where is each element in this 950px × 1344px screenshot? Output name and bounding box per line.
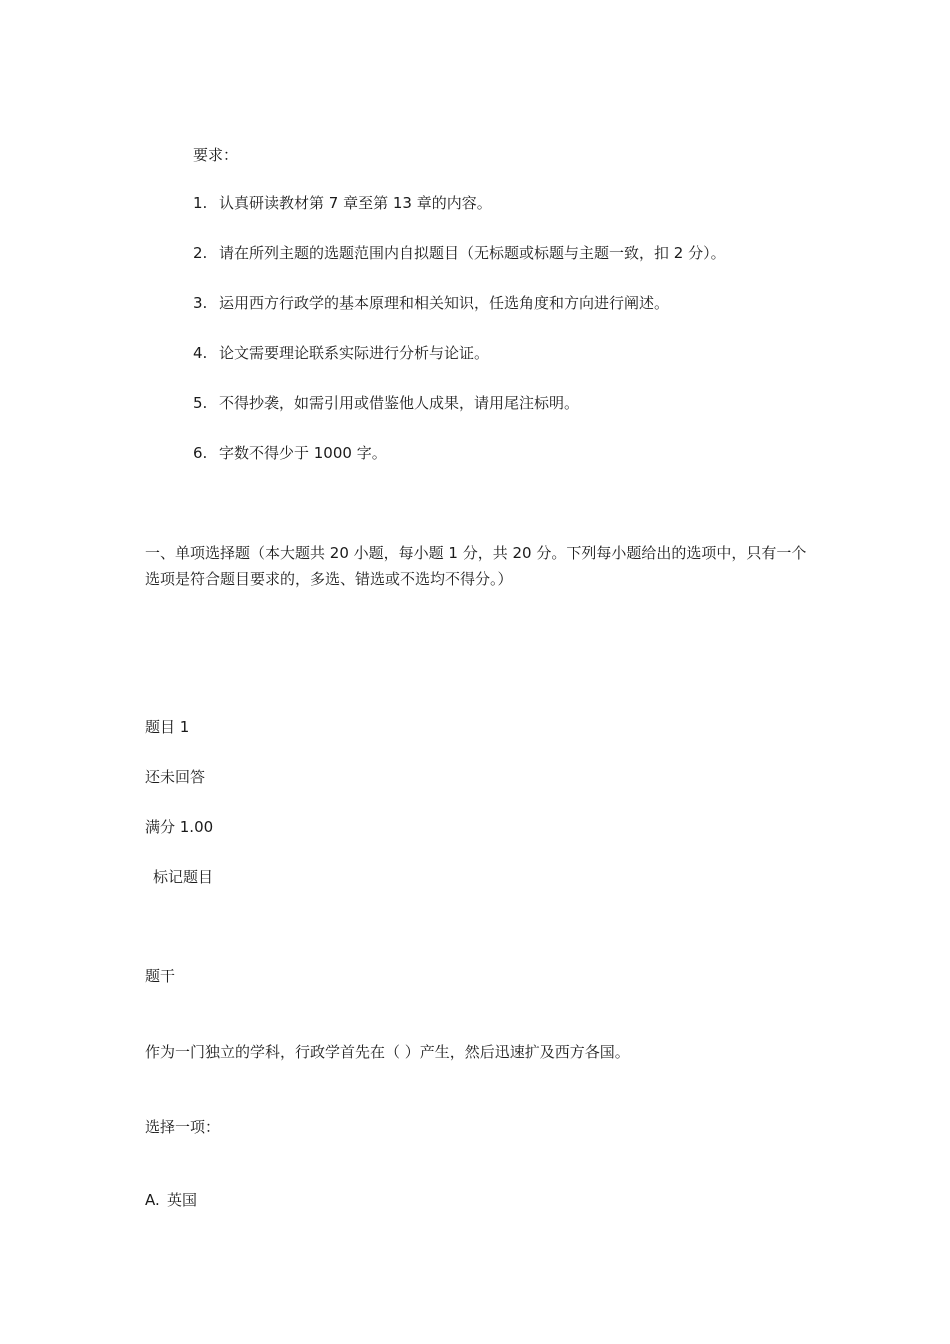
requirement-text: 论文需要理论联系实际进行分析与论证。 — [219, 344, 490, 362]
requirement-item — [193, 292, 669, 314]
requirement-number: 6. — [193, 444, 208, 462]
requirement-text: 认真研读教材第 7 章至第 13 章的内容。 — [219, 194, 492, 212]
requirement-text: 请在所列主题的选题范围内自拟题目（无标题或标题与主题一致，扣 2 分）。 — [219, 244, 726, 262]
requirement-item — [193, 242, 726, 264]
question-label: 题目 1 — [145, 718, 190, 736]
requirement-item — [193, 192, 492, 214]
answer-option[interactable] — [145, 1189, 197, 1211]
requirement-number: 5. — [193, 394, 208, 412]
requirements-heading: 要求： — [193, 146, 239, 164]
requirement-number: 2. — [193, 244, 208, 262]
question-status: 还未回答 — [145, 768, 206, 786]
requirement-number: 4. — [193, 344, 208, 362]
requirement-text: 不得抄袭，如需引用或借鉴他人成果，请用尾注标明。 — [219, 394, 580, 412]
choose-one-prompt: 选择一项： — [145, 1118, 221, 1136]
requirement-item — [193, 392, 579, 414]
option-text: 英国 — [167, 1191, 198, 1209]
requirement-number: 3. — [193, 294, 208, 312]
requirement-item — [193, 342, 489, 364]
flag-question-link[interactable]: 标记题目 — [153, 868, 214, 886]
option-letter: A. — [145, 1191, 160, 1209]
section-title: 一、单项选择题（本大题共 20 小题，每小题 1 分，共 20 分。下列每小题给出的选项中，只有一个选项是符合题目要求的，多选、错选或不选均不得分。） — [145, 544, 807, 588]
question-score: 满分 1.00 — [145, 818, 214, 836]
requirement-item — [193, 442, 387, 464]
stem-label: 题干 — [145, 967, 176, 985]
requirement-text: 字数不得少于 1000 字。 — [219, 444, 387, 462]
requirement-number: 1. — [193, 194, 208, 212]
question-stem: 作为一门独立的学科，行政学首先在（ ）产生，然后迅速扩及西方各国。 — [145, 1043, 630, 1061]
requirement-text: 运用西方行政学的基本原理和相关知识，任选角度和方向进行阐述。 — [219, 294, 670, 312]
